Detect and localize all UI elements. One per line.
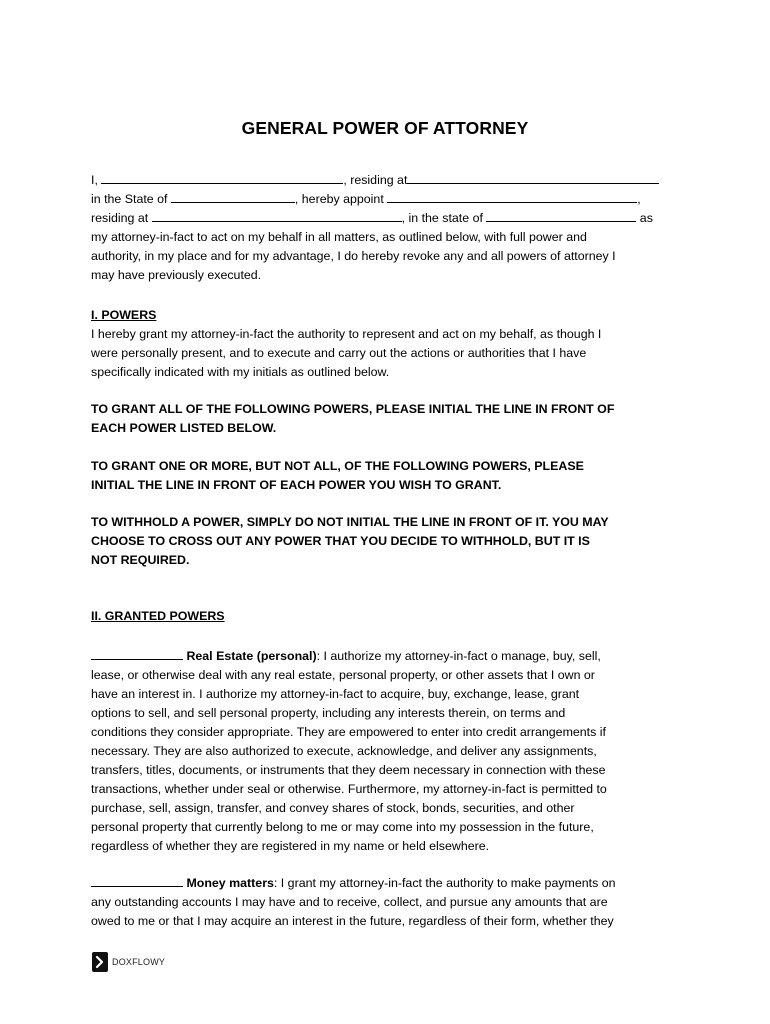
section-heading-powers: I. POWERS [91, 308, 157, 322]
section-heading-granted-powers: II. GRANTED POWERS [91, 609, 225, 623]
agent-address-field[interactable] [152, 210, 402, 222]
principal-state-field[interactable] [171, 191, 295, 203]
granted-powers-heading-block [91, 607, 681, 626]
principal-address-field[interactable] [407, 172, 659, 184]
intro-paragraph: I, , residing at in the State of , hereby appoint , residing at , in the state of as my attorney-in-fact to act on my behalf in all matters, as outlined below, with full power and authority, in my place and for my advantage, I do hereby revoke any and all powers of attorney I may have previously executed. [91, 171, 681, 285]
money-matters-initial-field[interactable] [91, 875, 183, 887]
doxflowy-logo [92, 952, 165, 972]
doc-arrow-icon [92, 952, 108, 972]
real-estate-initial-field[interactable] [91, 648, 183, 660]
principal-name-field[interactable] [101, 172, 343, 184]
instruction-grant-some: TO GRANT ONE OR MORE, BUT NOT ALL, OF THE FOLLOWING POWERS, PLEASE INITIAL THE LINE IN FRONT OF EACH POWER YOU WISH TO GRANT. [91, 459, 584, 492]
real-estate-label: Real Estate (personal) [186, 649, 317, 663]
agent-state-field[interactable] [486, 210, 636, 222]
money-matters-power: Money matters: I grant my attorney-in-fact the authority to make payments on any outstanding accounts I may have and to receive, collect, and pursue any amounts that are owed to me or that I may acquire an interest in the future, regardless of their form, whether they [91, 876, 616, 928]
logo-text: DOXFLOWY [112, 957, 166, 967]
money-matters-label: Money matters [186, 876, 274, 890]
agent-name-field[interactable] [387, 191, 637, 203]
instruction-grant-all: TO GRANT ALL OF THE FOLLOWING POWERS, PLEASE INITIAL THE LINE IN FRONT OF EACH POWER LISTED BELOW. [91, 402, 615, 435]
document-title: GENERAL POWER OF ATTORNEY [241, 118, 529, 138]
real-estate-power: Real Estate (personal): I authorize my attorney-in-fact o manage, buy, sell, lease, or otherwise deal with any real estate, personal property, or other assets that I own or have an interest in. I authorize my attorney-in-fact to acquire, buy, exchange, lease, grant options to sell, and sell personal property, including any interests therein, on terms and conditions they consider appropriate. They are empowered to enter into credit arrangements if necessary. They are also authorized to execute, acknowledge, and deliver any assignments, transfers, titles, documents, or instruments that they deem necessary in connection with these transactions, whether under seal or otherwise. Furthermore, my attorney-in-fact is permitted to purchase, sell, assign, transfer, and convey shares of stock, bonds, securities, and other personal property that currently belong to me or may come into my possession in the future, regardless of whether they are registered in my name or held elsewhere. [91, 649, 607, 853]
powers-section: I. POWERS I hereby grant my attorney-in-fact the authority to represent and act on my behalf, as though I were personally present, and to execute and carry out the actions or authorities that I have specifically indicated with my initials as outlined below. [91, 306, 681, 382]
instruction-withhold: TO WITHHOLD A POWER, SIMPLY DO NOT INITIAL THE LINE IN FRONT OF IT. YOU MAY CHOOSE TO CROSS OUT ANY POWER THAT YOU DECIDE TO WITHHOLD, BUT IT IS NOT REQUIRED. [91, 515, 609, 567]
